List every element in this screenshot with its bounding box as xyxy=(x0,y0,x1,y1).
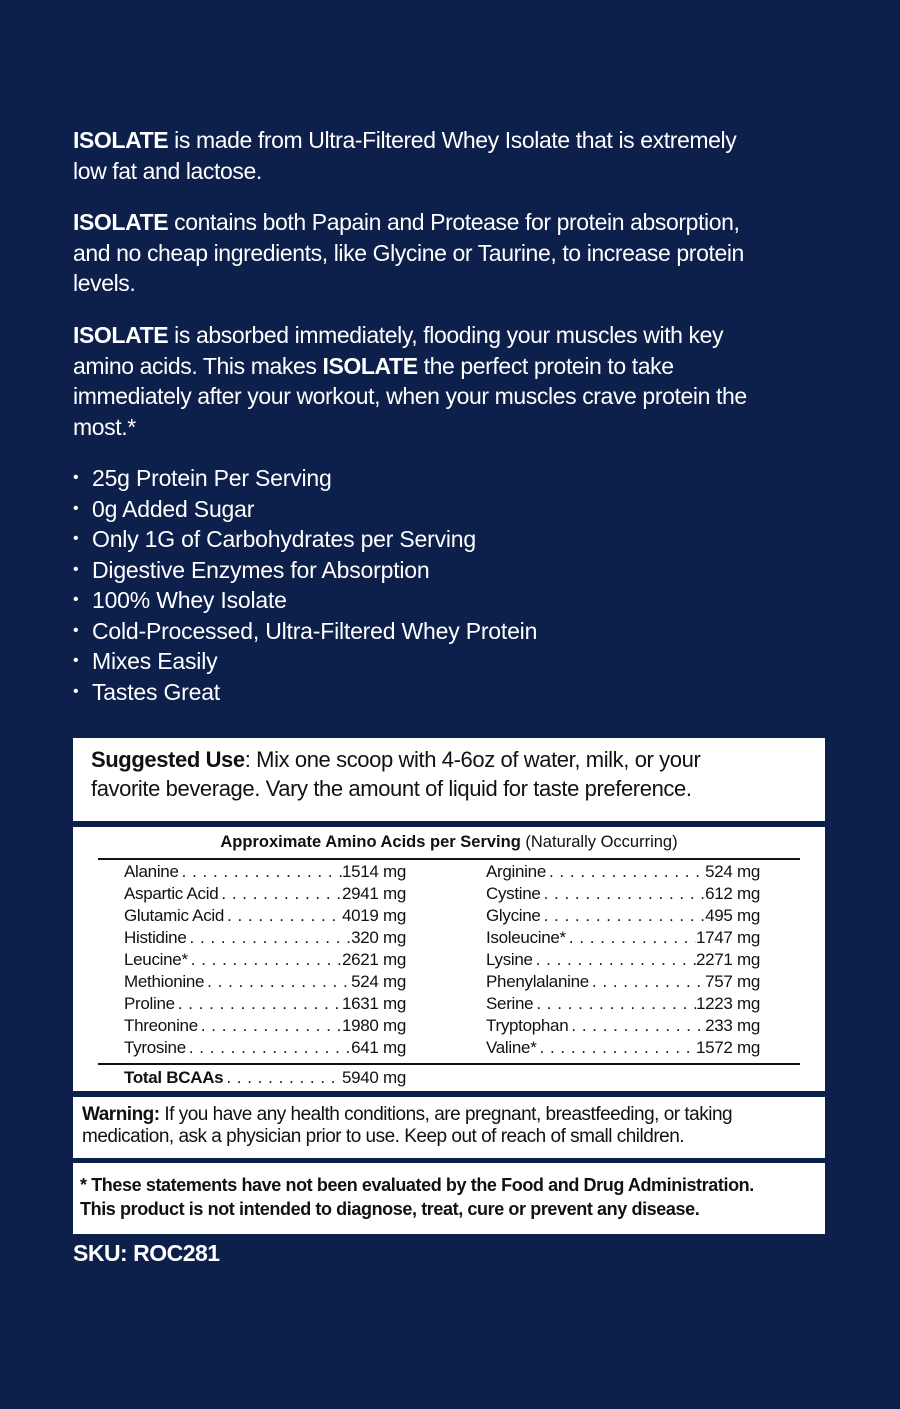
paragraph-line xyxy=(73,320,853,351)
feature-list-item xyxy=(73,646,537,677)
feature-text: Only 1G of Carbohydrates per Serving xyxy=(92,526,476,552)
bullet-icon: • xyxy=(73,530,79,547)
amino-acid-row xyxy=(486,1015,760,1037)
amino-acid-row xyxy=(124,993,406,1015)
amino-acid-row xyxy=(124,1037,406,1059)
dot-leader xyxy=(537,1037,696,1059)
amino-acid-amount: 1223 mg xyxy=(695,994,760,1013)
bullet-icon: • xyxy=(73,682,79,700)
fda-disclaimer-box xyxy=(73,1163,825,1234)
paragraph-text: low fat and lactose. xyxy=(73,157,262,184)
dot-leader xyxy=(546,861,705,883)
dot-leader xyxy=(218,883,342,905)
amino-acid-row xyxy=(486,927,760,949)
warning-text-2: medication, ask a physician prior to use. Keep out of reach of small children. xyxy=(82,1126,685,1147)
dot-leader xyxy=(533,993,696,1015)
dot-leader xyxy=(533,949,696,971)
amino-acid-name: Arginine xyxy=(486,862,546,881)
suggested-use-text: : Mix one scoop with 4-6oz of water, milk, or your xyxy=(244,747,701,772)
bullet-icon: • xyxy=(73,621,79,639)
amino-acid-row xyxy=(486,905,760,927)
amino-acid-amount: 641 mg xyxy=(351,1038,406,1057)
bullet-icon: • xyxy=(73,499,79,517)
amino-acid-row xyxy=(486,971,760,993)
brand-name: ISOLATE xyxy=(73,322,169,348)
feature-list xyxy=(73,463,537,707)
dot-leader xyxy=(566,927,696,949)
feature-list-item xyxy=(73,677,537,708)
amino-acid-amount: 524 mg xyxy=(705,862,760,881)
paragraph-line xyxy=(73,351,853,382)
amino-acid-name: Glutamic Acid xyxy=(124,906,225,925)
brand-name: ISOLATE xyxy=(73,209,169,235)
amino-acid-name: Lysine xyxy=(486,950,533,969)
description-paragraph xyxy=(73,125,853,186)
paragraph-line xyxy=(73,268,853,299)
dot-leader xyxy=(224,905,342,927)
amino-acid-name: Tyrosine xyxy=(124,1038,186,1057)
amino-acid-name: Valine* xyxy=(486,1038,537,1057)
amino-acid-row xyxy=(124,883,406,905)
paragraph-text: the perfect protein to take xyxy=(417,352,674,379)
dot-leader xyxy=(186,1037,351,1059)
paragraph-text: amino acids. This makes xyxy=(73,352,323,379)
amino-acid-name: Glycine xyxy=(486,906,541,925)
amino-acid-amount: 1631 mg xyxy=(341,994,406,1013)
total-bcaa-label: Total BCAAs xyxy=(124,1068,224,1087)
dot-leader xyxy=(188,949,342,971)
amino-column-right xyxy=(486,861,760,1059)
paragraph-line xyxy=(73,381,853,412)
amino-acid-row xyxy=(124,971,406,993)
sku-label: SKU: ROC281 xyxy=(73,1240,220,1266)
total-bcaa-row-wrap xyxy=(124,1067,406,1089)
bullet-icon: • xyxy=(73,469,79,486)
paragraph-line xyxy=(73,156,853,187)
feature-text: 25g Protein Per Serving xyxy=(92,465,332,491)
amino-acid-amount: 524 mg xyxy=(351,972,406,991)
amino-acid-row xyxy=(124,1015,406,1037)
dot-leader xyxy=(204,971,351,993)
dot-leader xyxy=(187,927,352,949)
warning-text: If you have any health conditions, are pregnant, breastfeeding, or taking xyxy=(159,1104,733,1125)
bullet-icon: • xyxy=(73,591,79,608)
description-paragraph xyxy=(73,207,853,299)
paragraph-text: most.* xyxy=(73,413,136,440)
brand-name: ISOLATE xyxy=(322,352,418,379)
amino-acid-amount: 612 mg xyxy=(705,884,760,903)
feature-list-item xyxy=(73,555,537,586)
feature-list-item xyxy=(73,585,537,616)
amino-title-note: (Naturally Occurring) xyxy=(520,833,678,851)
amino-acid-row xyxy=(486,883,760,905)
amino-acid-name: Proline xyxy=(124,994,175,1013)
paragraph-text: contains both Papain and Protease for protein absorption, xyxy=(168,209,740,235)
feature-list-item xyxy=(73,524,537,555)
paragraph-line xyxy=(73,412,853,443)
dot-leader xyxy=(568,1015,705,1037)
amino-acid-name: Threonine xyxy=(124,1016,198,1035)
amino-acid-row xyxy=(124,949,406,971)
feature-text: 0g Added Sugar xyxy=(92,495,255,522)
amino-acid-amount: 1572 mg xyxy=(695,1038,760,1057)
amino-acid-table xyxy=(73,827,825,1091)
dot-leader xyxy=(541,905,706,927)
amino-acid-amount: 757 mg xyxy=(705,972,760,991)
total-bcaa-row xyxy=(124,1067,406,1089)
total-bcaa-value: 5940 mg xyxy=(341,1068,406,1087)
amino-acid-amount: 1980 mg xyxy=(341,1016,406,1035)
amino-table-title xyxy=(74,830,824,854)
bullet-icon: • xyxy=(73,652,79,669)
feature-text: Cold-Processed, Ultra-Filtered Whey Protein xyxy=(92,617,538,644)
amino-acid-amount: 2941 mg xyxy=(341,884,406,903)
amino-acid-row xyxy=(486,1037,760,1059)
amino-acid-name: Tryptophan xyxy=(486,1016,569,1035)
dot-leader xyxy=(541,883,706,905)
fda-disclaimer-line2: This product is not intended to diagnose, treat, cure or prevent any disease. xyxy=(80,1199,700,1219)
fda-disclaimer-line1: * These statements have not been evaluated by the Food and Drug Administration. xyxy=(80,1175,754,1195)
feature-text: Digestive Enzymes for Absorption xyxy=(92,556,430,583)
amino-acid-name: Alanine xyxy=(124,862,179,881)
paragraph-line xyxy=(73,125,853,156)
warning-label: Warning: xyxy=(82,1104,160,1125)
amino-acid-row xyxy=(486,993,760,1015)
amino-acid-name: Phenylalanine xyxy=(486,972,589,991)
amino-acid-amount: 1514 mg xyxy=(341,862,406,881)
amino-acid-name: Aspartic Acid xyxy=(124,884,219,903)
amino-acid-name: Isoleucine* xyxy=(486,928,566,947)
paragraph-text: and no cheap ingredients, like Glycine or Taurine, to increase protein xyxy=(73,239,744,266)
dot-leader xyxy=(198,1015,342,1037)
amino-acid-name: Serine xyxy=(486,994,534,1013)
paragraph-line xyxy=(73,207,853,238)
paragraph-line xyxy=(73,238,853,269)
brand-name: ISOLATE xyxy=(73,127,169,153)
amino-acid-name: Histidine xyxy=(124,928,187,947)
amino-acid-row xyxy=(124,861,406,883)
amino-acid-row xyxy=(486,949,760,971)
bullet-icon: • xyxy=(73,560,79,578)
suggested-use-text-2: favorite beverage. Vary the amount of liquid for taste preference. xyxy=(91,776,692,801)
dot-leader xyxy=(175,993,342,1015)
dot-leader xyxy=(179,861,342,883)
suggested-use-label: Suggested Use xyxy=(91,747,245,772)
feature-list-item xyxy=(73,463,537,494)
warning-box xyxy=(73,1097,825,1158)
amino-acid-amount: 233 mg xyxy=(705,1016,760,1035)
amino-acid-amount: 2621 mg xyxy=(341,950,406,969)
feature-text: 100% Whey Isolate xyxy=(92,587,287,613)
feature-text: Mixes Easily xyxy=(92,648,218,674)
amino-acid-name: Methionine xyxy=(124,972,205,991)
amino-column-left xyxy=(124,861,406,1059)
amino-acid-amount: 495 mg xyxy=(705,906,760,925)
amino-acid-name: Cystine xyxy=(486,884,541,903)
divider xyxy=(98,858,800,860)
feature-list-item xyxy=(73,616,537,647)
amino-acid-row xyxy=(124,927,406,949)
amino-acid-row xyxy=(124,905,406,927)
paragraph-text: is absorbed immediately, flooding your muscles with key xyxy=(168,322,724,348)
paragraph-text: immediately after your workout, when your muscles crave protein the xyxy=(73,383,747,409)
dot-leader xyxy=(589,971,705,993)
paragraph-text: is made from Ultra-Filtered Whey Isolate that is extremely xyxy=(168,127,737,153)
paragraph-text: levels. xyxy=(73,270,136,296)
description-paragraph xyxy=(73,320,853,442)
amino-acid-amount: 2271 mg xyxy=(695,950,760,969)
amino-acid-row xyxy=(486,861,760,883)
amino-acid-amount: 320 mg xyxy=(351,928,406,947)
divider xyxy=(98,1063,800,1065)
dot-leader xyxy=(223,1067,342,1089)
feature-list-item xyxy=(73,494,537,525)
amino-title-bold: Approximate Amino Acids per Serving xyxy=(220,833,521,851)
suggested-use-box xyxy=(73,738,825,821)
amino-acid-name: Leucine* xyxy=(124,950,188,969)
amino-acid-amount: 1747 mg xyxy=(695,928,760,947)
feature-text: Tastes Great xyxy=(92,678,220,705)
amino-acid-amount: 4019 mg xyxy=(341,906,406,925)
